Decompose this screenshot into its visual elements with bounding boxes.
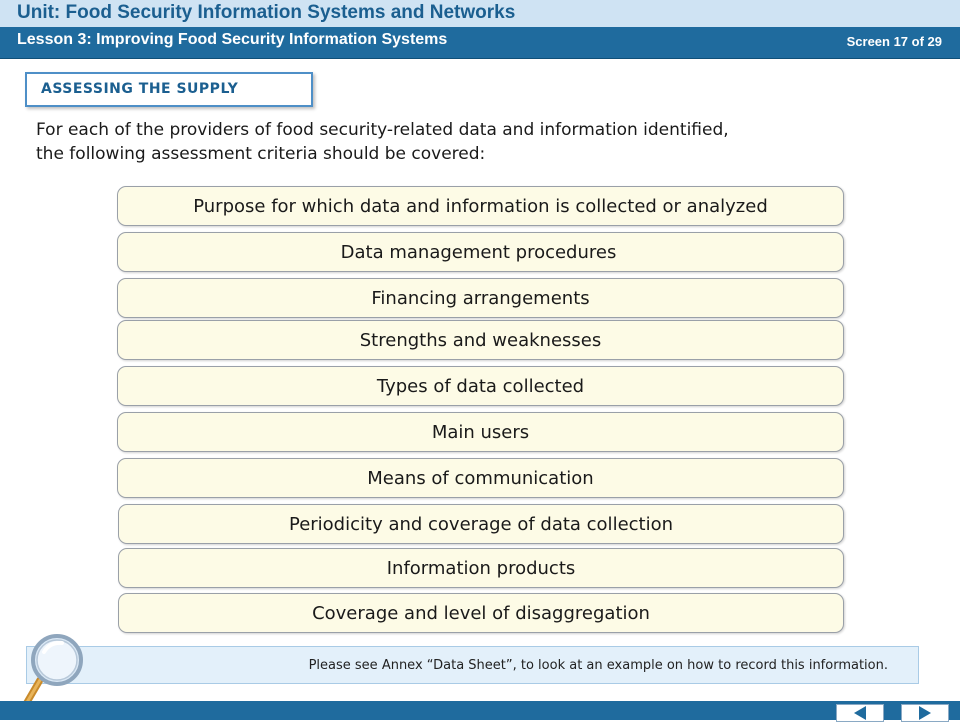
criterion-label: Types of data collected (376, 375, 585, 397)
criterion-label: Information products (386, 557, 576, 579)
footer-bar (0, 701, 960, 720)
criterion-main-users (117, 412, 844, 452)
criterion-label: Financing arrangements (371, 287, 590, 309)
criterion-purpose (117, 186, 844, 226)
criterion-strengths-weaknesses (117, 320, 844, 360)
arrow-right-icon (902, 705, 948, 721)
unit-band (0, 0, 960, 27)
unit-title: Unit: Food Security Information Systems and Networks (17, 2, 516, 23)
criterion-data-management (117, 232, 844, 272)
section-title-box (25, 72, 313, 107)
arrow-left-icon (837, 705, 883, 721)
criterion-label: Data management procedures (340, 241, 617, 263)
criterion-data-types (117, 366, 844, 406)
intro-line-1: For each of the providers of food security-related data and information identified, (36, 120, 729, 140)
criterion-financing (117, 278, 844, 318)
criterion-label: Coverage and level of disaggregation (312, 602, 650, 624)
screen-counter: Screen 17 of 29 (846, 34, 942, 49)
next-button[interactable] (901, 704, 949, 722)
lesson-title: Lesson 3: Improving Food Security Information Systems (17, 31, 448, 48)
criterion-info-products (118, 548, 844, 588)
annex-note-text: Please see Annex “Data Sheet”, to look at an example on how to record this information. (308, 657, 888, 673)
intro-text (36, 118, 926, 166)
criterion-label: Periodicity and coverage of data collection (288, 513, 674, 535)
criterion-label: Strengths and weaknesses (359, 329, 602, 351)
section-title: ASSESSING THE SUPPLY (41, 81, 239, 97)
criterion-label: Purpose for which data and information is collected or analyzed (193, 195, 768, 217)
header-bar (0, 0, 960, 59)
back-button[interactable] (836, 704, 884, 722)
magnifier-icon[interactable] (20, 630, 92, 710)
annex-note (26, 646, 919, 684)
criterion-label: Main users (431, 421, 530, 443)
criterion-periodicity (118, 504, 844, 544)
criterion-disaggregation (118, 593, 844, 633)
criterion-label: Means of communication (367, 467, 594, 489)
criterion-communication (117, 458, 844, 498)
intro-line-2: the following assessment criteria should be covered: (36, 144, 486, 164)
